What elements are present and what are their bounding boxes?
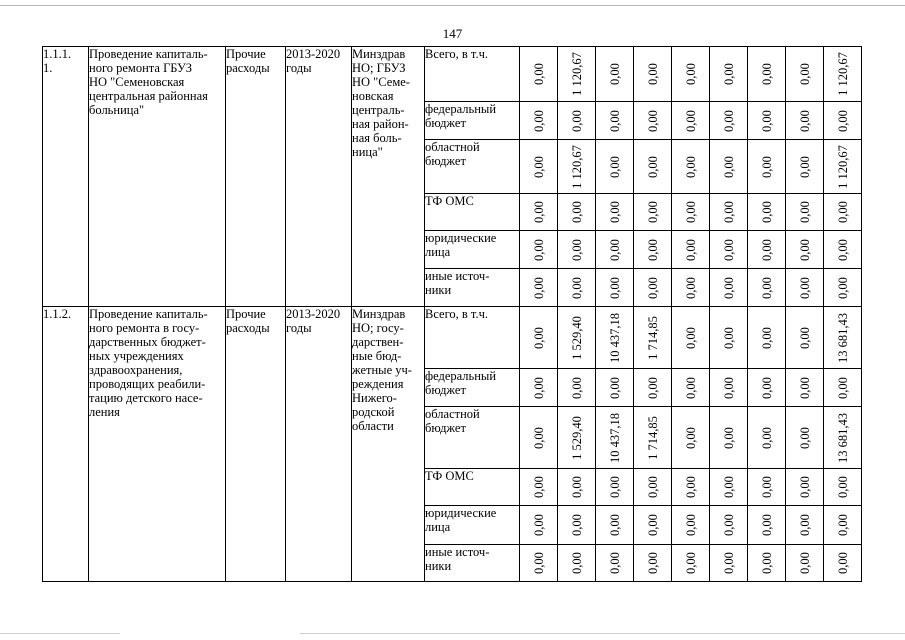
value-cell — [596, 194, 634, 231]
value-text: 0,00 — [607, 155, 622, 178]
value-cell — [824, 307, 862, 369]
value-text: 0,00 — [797, 238, 812, 261]
value-text: 0,00 — [645, 476, 660, 498]
value-cell — [748, 407, 786, 469]
value-cell — [634, 307, 672, 369]
funding-source: областной бюджет — [425, 407, 520, 469]
value-text: 0,00 — [835, 109, 850, 132]
value-text: 0,00 — [797, 276, 812, 299]
item-code: 1.1.1. 1. — [43, 47, 89, 307]
value-cell — [634, 469, 672, 506]
value-cell — [672, 307, 710, 369]
value-cell — [596, 231, 634, 269]
value-cell — [672, 47, 710, 102]
value-cell — [634, 269, 672, 307]
value-cell — [786, 102, 824, 140]
executor: Минздрав НО; ГБУЗ НО "Семе- новская централь- ная район- ная боль- ница" — [352, 47, 425, 307]
value-text: 0,00 — [759, 109, 774, 132]
item-name: Проведение капиталь- ного ремонта ГБУЗ НО "Семеновская центральная районная больница" — [89, 47, 226, 307]
value-text: 0,00 — [645, 155, 660, 178]
value-text: 0,00 — [797, 514, 812, 536]
value-cell — [672, 369, 710, 407]
value-text: 0,00 — [607, 109, 622, 132]
value-text: 0,00 — [759, 326, 774, 349]
value-text: 0,00 — [531, 155, 546, 178]
value-cell — [748, 194, 786, 231]
value-cell — [596, 140, 634, 194]
value-text: 0,00 — [569, 109, 584, 132]
value-cell — [558, 269, 596, 307]
value-text: 0,00 — [759, 552, 774, 574]
funding-source: ТФ ОМС — [425, 469, 520, 506]
value-text: 0,00 — [645, 238, 660, 261]
value-cell — [520, 506, 558, 545]
value-cell — [824, 506, 862, 545]
value-cell — [596, 506, 634, 545]
value-cell — [520, 407, 558, 469]
value-cell — [710, 369, 748, 407]
value-text: 0,00 — [759, 238, 774, 261]
value-cell — [786, 545, 824, 582]
value-cell — [824, 47, 862, 102]
period: 2013-2020 годы — [286, 47, 352, 307]
value-text: 0,00 — [569, 514, 584, 536]
value-cell — [786, 47, 824, 102]
value-cell — [748, 506, 786, 545]
value-cell — [520, 102, 558, 140]
scan-bottom-line-right — [300, 633, 905, 634]
value-cell — [672, 407, 710, 469]
value-cell — [520, 194, 558, 231]
value-text: 0,00 — [531, 426, 546, 449]
funding-source: федеральный бюджет — [425, 102, 520, 140]
item-name: Проведение капиталь- ного ремонта в госу- дарственных бюджет- ных учреждениях здравоохранения, проводящих реабили- тацию детского насе- ления — [89, 307, 226, 582]
value-text: 0,00 — [797, 476, 812, 498]
value-text: 0,00 — [645, 514, 660, 536]
value-cell — [558, 47, 596, 102]
value-cell — [710, 506, 748, 545]
value-text: 0,00 — [797, 376, 812, 399]
value-cell — [710, 231, 748, 269]
value-text: 0,00 — [721, 201, 736, 223]
value-cell — [710, 469, 748, 506]
value-cell — [558, 407, 596, 469]
value-cell — [710, 47, 748, 102]
value-text: 0,00 — [759, 63, 774, 85]
value-text: 0,00 — [683, 426, 698, 449]
value-text: 0,00 — [721, 376, 736, 399]
value-cell — [786, 140, 824, 194]
value-text: 0,00 — [721, 276, 736, 299]
value-cell — [824, 102, 862, 140]
value-text: 0,00 — [607, 376, 622, 399]
value-text: 0,00 — [797, 552, 812, 574]
value-text: 0,00 — [645, 63, 660, 85]
value-text: 0,00 — [683, 63, 698, 85]
value-text: 0,00 — [531, 476, 546, 498]
value-text: 0,00 — [607, 552, 622, 574]
value-text: 1 714,85 — [645, 315, 660, 360]
value-cell — [748, 102, 786, 140]
executor: Минздрав НО; госу- дарствен- ные бюд- жетные уч- реждения Нижего- родской области — [352, 307, 425, 582]
value-cell — [786, 469, 824, 506]
value-text: 0,00 — [531, 201, 546, 223]
value-cell — [558, 307, 596, 369]
value-text: 0,00 — [569, 238, 584, 261]
funding-source: федеральный бюджет — [425, 369, 520, 407]
value-cell — [520, 269, 558, 307]
value-text: 1 120,67 — [569, 52, 584, 96]
value-text: 0,00 — [531, 109, 546, 132]
value-cell — [596, 102, 634, 140]
value-text: 0,00 — [645, 201, 660, 223]
value-text: 0,00 — [683, 476, 698, 498]
value-text: 13 681,43 — [835, 312, 850, 363]
value-cell — [824, 545, 862, 582]
value-cell — [748, 47, 786, 102]
value-cell — [634, 506, 672, 545]
value-text: 0,00 — [569, 476, 584, 498]
value-cell — [558, 506, 596, 545]
value-cell — [558, 102, 596, 140]
value-text: 0,00 — [759, 514, 774, 536]
value-cell — [748, 369, 786, 407]
value-text: 0,00 — [645, 552, 660, 574]
value-cell — [748, 231, 786, 269]
value-text: 0,00 — [721, 476, 736, 498]
value-cell — [824, 140, 862, 194]
value-cell — [824, 369, 862, 407]
value-text: 1 529,40 — [569, 415, 584, 460]
table-row — [43, 47, 862, 102]
value-cell — [824, 269, 862, 307]
funding-source: юридические лица — [425, 231, 520, 269]
value-text: 0,00 — [797, 63, 812, 85]
value-text: 10 437,18 — [607, 312, 622, 363]
value-cell — [596, 545, 634, 582]
value-text: 0,00 — [759, 201, 774, 223]
value-cell — [672, 194, 710, 231]
value-cell — [520, 545, 558, 582]
value-cell — [710, 194, 748, 231]
value-cell — [672, 102, 710, 140]
value-cell — [786, 506, 824, 545]
value-cell — [824, 194, 862, 231]
value-cell — [710, 102, 748, 140]
value-text: 0,00 — [569, 552, 584, 574]
value-cell — [634, 545, 672, 582]
value-text: 0,00 — [531, 326, 546, 349]
value-text: 0,00 — [607, 201, 622, 223]
value-cell — [786, 407, 824, 469]
value-text: 1 529,40 — [569, 315, 584, 360]
value-cell — [634, 140, 672, 194]
value-text: 0,00 — [759, 426, 774, 449]
value-text: 0,00 — [797, 326, 812, 349]
value-cell — [824, 469, 862, 506]
value-cell — [520, 140, 558, 194]
page-number: 147 — [442, 26, 463, 41]
table-body — [43, 47, 862, 582]
value-cell — [558, 194, 596, 231]
value-cell — [596, 307, 634, 369]
scan-top-line — [0, 5, 905, 6]
value-text: 0,00 — [569, 276, 584, 299]
value-cell — [558, 231, 596, 269]
value-text: 0,00 — [569, 201, 584, 223]
value-text: 0,00 — [531, 276, 546, 299]
value-cell — [520, 369, 558, 407]
value-cell — [786, 369, 824, 407]
value-cell — [748, 307, 786, 369]
value-text: 0,00 — [531, 238, 546, 261]
expense-type: Прочие расходы — [226, 307, 286, 582]
value-text: 0,00 — [721, 426, 736, 449]
value-text: 0,00 — [607, 476, 622, 498]
value-text: 0,00 — [531, 63, 546, 85]
value-cell — [786, 307, 824, 369]
value-cell — [520, 307, 558, 369]
value-cell — [558, 469, 596, 506]
value-cell — [634, 369, 672, 407]
value-cell — [786, 269, 824, 307]
value-text: 0,00 — [569, 376, 584, 399]
funding-source: ТФ ОМС — [425, 194, 520, 231]
value-cell — [710, 269, 748, 307]
value-text: 0,00 — [835, 476, 850, 498]
value-cell — [634, 231, 672, 269]
value-cell — [786, 194, 824, 231]
value-text: 0,00 — [797, 155, 812, 178]
value-text: 0,00 — [721, 326, 736, 349]
value-cell — [748, 545, 786, 582]
value-cell — [520, 469, 558, 506]
value-cell — [748, 140, 786, 194]
value-text: 0,00 — [531, 514, 546, 536]
value-text: 0,00 — [721, 63, 736, 85]
item-code: 1.1.2. — [43, 307, 89, 582]
funding-source: юридические лица — [425, 506, 520, 545]
value-text: 0,00 — [835, 238, 850, 261]
value-text: 0,00 — [607, 238, 622, 261]
value-text: 0,00 — [721, 552, 736, 574]
value-cell — [824, 407, 862, 469]
value-cell — [634, 407, 672, 469]
scan-bottom-line-left — [0, 633, 120, 634]
value-text: 13 681,43 — [835, 412, 850, 463]
value-text: 0,00 — [607, 514, 622, 536]
value-text: 0,00 — [759, 376, 774, 399]
period: 2013-2020 годы — [286, 307, 352, 582]
value-text: 10 437,18 — [607, 412, 622, 463]
value-text: 0,00 — [683, 326, 698, 349]
value-cell — [520, 231, 558, 269]
value-text: 0,00 — [835, 376, 850, 399]
value-text: 0,00 — [683, 276, 698, 299]
value-cell — [634, 47, 672, 102]
value-cell — [672, 469, 710, 506]
value-text: 0,00 — [835, 276, 850, 299]
table-row — [43, 307, 862, 369]
expense-type: Прочие расходы — [226, 47, 286, 307]
value-text: 1 120,67 — [835, 144, 850, 189]
value-text: 0,00 — [683, 514, 698, 536]
value-text: 1 120,67 — [835, 52, 850, 96]
value-cell — [786, 231, 824, 269]
value-text: 0,00 — [645, 109, 660, 132]
value-cell — [558, 369, 596, 407]
value-text: 0,00 — [797, 426, 812, 449]
value-text: 0,00 — [683, 155, 698, 178]
value-text: 0,00 — [531, 376, 546, 399]
funding-source: областной бюджет — [425, 140, 520, 194]
value-text: 1 120,67 — [569, 144, 584, 189]
value-text: 0,00 — [835, 514, 850, 536]
value-text: 0,00 — [645, 276, 660, 299]
value-text: 0,00 — [607, 276, 622, 299]
value-cell — [558, 545, 596, 582]
value-text: 0,00 — [721, 238, 736, 261]
value-cell — [748, 269, 786, 307]
funding-source: иные источ- ники — [425, 545, 520, 582]
budget-table — [42, 46, 862, 582]
value-text: 0,00 — [683, 376, 698, 399]
value-cell — [710, 407, 748, 469]
value-text: 0,00 — [531, 552, 546, 574]
value-cell — [710, 545, 748, 582]
value-cell — [748, 469, 786, 506]
funding-source: иные источ- ники — [425, 269, 520, 307]
value-cell — [596, 469, 634, 506]
value-cell — [672, 545, 710, 582]
value-text: 0,00 — [683, 238, 698, 261]
value-text: 1 714,85 — [645, 415, 660, 460]
value-cell — [710, 140, 748, 194]
value-cell — [596, 407, 634, 469]
value-cell — [672, 140, 710, 194]
funding-source: Всего, в т.ч. — [425, 47, 520, 102]
value-text: 0,00 — [683, 552, 698, 574]
value-text: 0,00 — [835, 552, 850, 574]
value-text: 0,00 — [683, 109, 698, 132]
value-cell — [596, 47, 634, 102]
value-cell — [634, 194, 672, 231]
value-text: 0,00 — [759, 276, 774, 299]
value-cell — [520, 47, 558, 102]
value-cell — [672, 506, 710, 545]
value-text: 0,00 — [759, 155, 774, 178]
funding-source: Всего, в т.ч. — [425, 307, 520, 369]
value-text: 0,00 — [721, 514, 736, 536]
value-cell — [596, 369, 634, 407]
value-cell — [824, 231, 862, 269]
value-cell — [672, 231, 710, 269]
value-cell — [558, 140, 596, 194]
value-cell — [672, 269, 710, 307]
value-text: 0,00 — [645, 376, 660, 399]
value-cell — [634, 102, 672, 140]
value-text: 0,00 — [797, 109, 812, 132]
value-text: 0,00 — [683, 201, 698, 223]
value-text: 0,00 — [835, 201, 850, 223]
value-text: 0,00 — [797, 201, 812, 223]
value-text: 0,00 — [721, 109, 736, 132]
value-text: 0,00 — [759, 476, 774, 498]
value-text: 0,00 — [721, 155, 736, 178]
value-cell — [710, 307, 748, 369]
value-text: 0,00 — [607, 63, 622, 85]
value-cell — [596, 269, 634, 307]
